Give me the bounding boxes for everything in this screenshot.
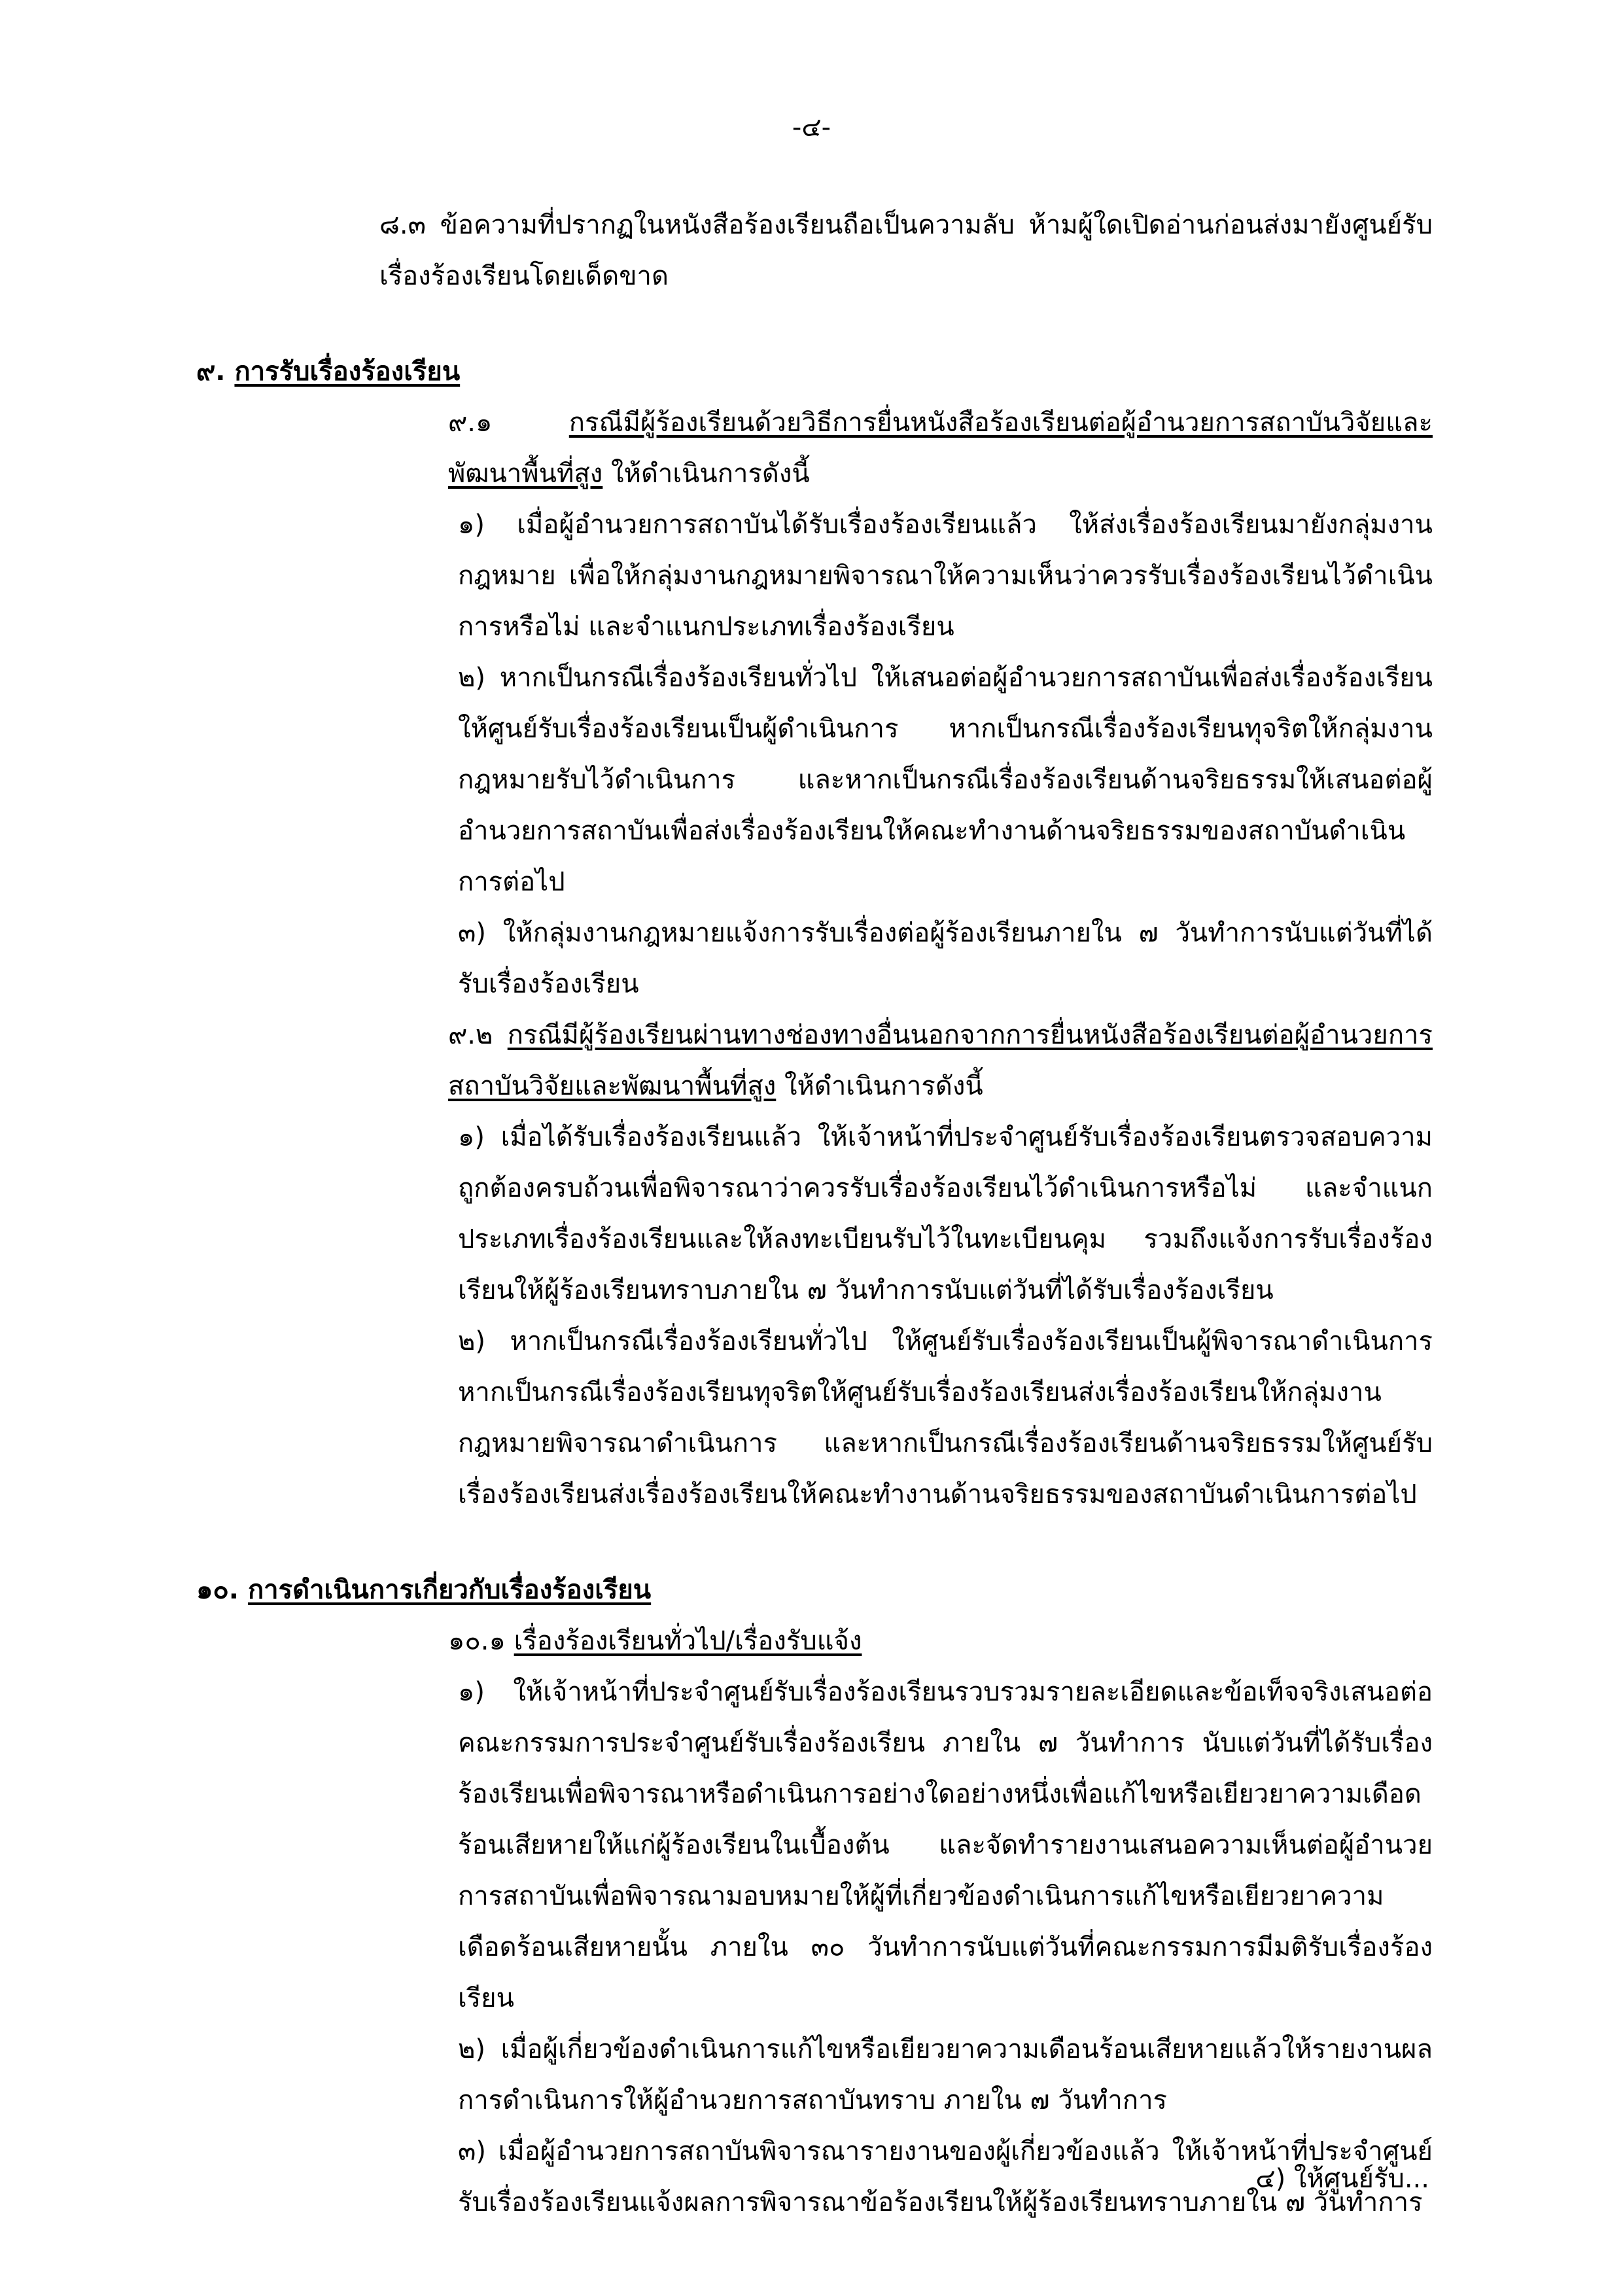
section-9-number: ๙.: [196, 357, 226, 387]
list-item-10-1-3: ๓) เมื่อผู้อำนวยการสถาบันพิจารณารายงานของผู้เกี่ยวข้องแล้ว ให้เจ้าหน้าที่ประจำศูนย์รับเรื่องร้องเรียนแจ้งผลการพิจารณาข้อร้องเรียนให้ผู้ร้องเรียนทราบภายใน ๗ วันทำการ: [458, 2136, 1433, 2217]
subsection-9-1-heading: [196, 397, 1433, 499]
subsection-10-1-title: เรื่องร้องเรียนทั่วไป/เรื่องรับแจ้ง: [514, 1626, 862, 1656]
subsection-9-1-title: กรณีมีผู้ร้องเรียนด้วยวิธีการยื่นหนังสือร้องเรียนต่อผู้อำนวยการสถาบันวิจัยและพัฒนาพื้นที่สูง: [448, 408, 1433, 489]
subsection-9-2-title: กรณีมีผู้ร้องเรียนผ่านทางช่องทางอื่นนอกจากการยื่นหนังสือร้องเรียนต่อผู้อำนวยการสถาบันวิจัยและพัฒนาพื้นที่สูง: [448, 1020, 1433, 1101]
subsection-9-1-number: ๙.๑: [448, 408, 493, 438]
section-9-title: การรับเรื่องร้องเรียน: [234, 357, 461, 387]
subsection-10-1-number: ๑๐.๑: [448, 1626, 506, 1656]
subsection-9-2-rest: ให้ดำเนินการดังนี้: [784, 1071, 983, 1101]
subsection-9-2-number: ๙.๒: [448, 1020, 493, 1050]
list-item-9-2-1: ๑) เมื่อได้รับเรื่องร้องเรียนแล้ว ให้เจ้าหน้าที่ประจำศูนย์รับเรื่องร้องเรียนตรวจสอบความถูกต้องครบถ้วนเพื่อพิจารณาว่าควรรับเรื่องร้องเรียนไว้ดำเนินการหรือไม่ และจำแนกประเภทเรื่องร้องเรียนและให้ลงทะเบียนรับไว้ในทะเบียนคุม รวมถึงแจ้งการรับเรื่องร้องเรียนให้ผู้ร้องเรียนทราบภายใน ๗ วันทำการนับแต่วันที่ได้รับเรื่องร้องเรียน: [458, 1122, 1433, 1305]
list-item-9-2-2: ๒) หากเป็นกรณีเรื่องร้องเรียนทั่วไป ให้ศูนย์รับเรื่องร้องเรียนเป็นผู้พิจารณาดำเนินการ หากเป็นกรณีเรื่องร้องเรียนทุจริตให้ศูนย์รับเรื่องร้องเรียนส่งเรื่องร้องเรียนให้กลุ่มงานกฎหมายพิจารณาดำเนินการ และหากเป็นกรณีเรื่องร้องเรียนด้านจริยธรรมให้ศูนย์รับเรื่องร้องเรียนส่งเรื่องร้องเรียนให้คณะทำงานด้านจริยธรรมของสถาบันดำเนินการต่อไป: [458, 1326, 1433, 1510]
paragraph-8-3: ๘.๓ ข้อความที่ปรากฏในหนังสือร้องเรียนถือเป็นความลับ ห้ามผู้ใดเปิดอ่านก่อนส่งมายังศูนย์รับเรื่องร้องเรียนโดยเด็ดขาด: [379, 210, 1433, 291]
section-10-number: ๑๐.: [196, 1575, 239, 1605]
section-9-heading: [196, 346, 1433, 397]
list-item-9-1-3: ๓) ให้กลุ่มงานกฎหมายแจ้งการรับเรื่องต่อผู้ร้องเรียนภายใน ๗ วันทำการนับแต่วันที่ได้รับเรื่องร้องเรียน: [458, 918, 1433, 999]
list-item-9-1-2: ๒) หากเป็นกรณีเรื่องร้องเรียนทั่วไป ให้เสนอต่อผู้อำนวยการสถาบันเพื่อส่งเรื่องร้องเรียนให้ศูนย์รับเรื่องร้องเรียนเป็นผู้ดำเนินการ หากเป็นกรณีเรื่องร้องเรียนทุจริตให้กลุ่มงานกฎหมายรับไว้ดำเนินการ และหากเป็นกรณีเรื่องร้องเรียนด้านจริยธรรมให้เสนอต่อผู้อำนวยการสถาบันเพื่อส่งเรื่องร้องเรียนให้คณะทำงานด้านจริยธรรมของสถาบันดำเนินการต่อไป: [458, 663, 1433, 897]
section-10-heading: [196, 1564, 1433, 1616]
subsection-10-1-heading: [196, 1616, 1433, 1667]
list-item-10-1-2: ๒) เมื่อผู้เกี่ยวข้องดำเนินการแก้ไขหรือเยียวยาความเดือนร้อนเสียหายแล้วให้รายงานผลการดำเนินการให้ผู้อำนวยการสถาบันทราบ ภายใน ๗ วันทำการ: [458, 2034, 1433, 2115]
page-number: -๔-: [792, 113, 831, 143]
subsection-9-1-rest: ให้ดำเนินการดังนี้: [611, 459, 810, 489]
continuation-note: ๔) ให้ศูนย์รับ...: [1255, 2164, 1429, 2194]
subsection-9-2-heading: [196, 1010, 1433, 1112]
document-body: [196, 200, 1433, 2228]
list-item-10-1-1: ๑) ให้เจ้าหน้าที่ประจำศูนย์รับเรื่องร้องเรียนรวบรวมรายละเอียดและข้อเท็จจริงเสนอต่อคณะกรรมการประจำศูนย์รับเรื่องร้องเรียน ภายใน ๗ วันทำการ นับแต่วันที่ได้รับเรื่องร้องเรียนเพื่อพิจารณาหรือดำเนินการอย่างใดอย่างหนึ่งเพื่อแก้ไขหรือเยียวยาความเดือดร้อนเสียหายให้แก่ผู้ร้องเรียนในเบื้องต้น และจัดทำรายงานเสนอความเห็นต่อผู้อำนวยการสถาบันเพื่อพิจารณามอบหมายให้ผู้ที่เกี่ยวข้องดำเนินการแก้ไขหรือเยียวยาความเดือดร้อนเสียหายนั้น ภายใน ๓๐ วันทำการนับแต่วันที่คณะกรรมการมีมติรับเรื่องร้องเรียน: [458, 1677, 1433, 2013]
list-item-9-1-1: ๑) เมื่อผู้อำนวยการสถาบันได้รับเรื่องร้องเรียนแล้ว ให้ส่งเรื่องร้องเรียนมายังกลุ่มงานกฎหมาย เพื่อให้กลุ่มงานกฎหมายพิจารณาให้ความเห็นว่าควรรับเรื่องร้องเรียนไว้ดำเนินการหรือไม่ และจำแนกประเภทเรื่องร้องเรียน: [458, 510, 1433, 642]
section-10-title: การดำเนินการเกี่ยวกับเรื่องร้องเรียน: [247, 1575, 652, 1605]
